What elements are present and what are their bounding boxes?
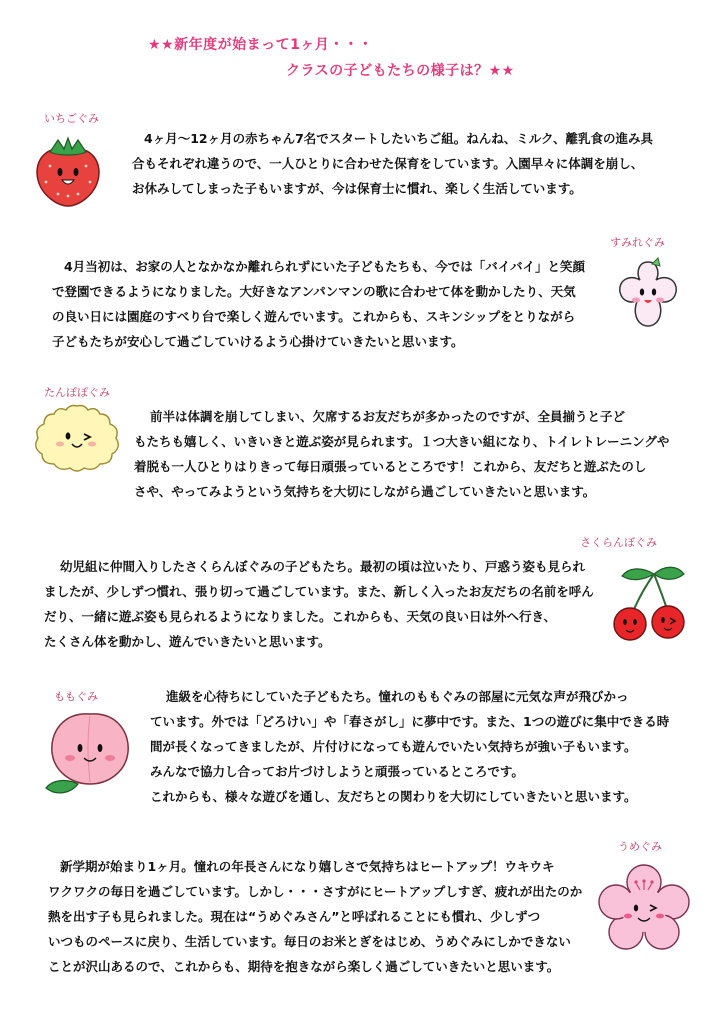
- violet-flower-icon: [612, 256, 684, 334]
- section-text-tanpopo: 前半は体調を崩してしまい、欠席するお友だちが多かったのですが、全員揃うと子ど もたちも嬉しく、いきいきと遊ぶ姿が見られます。１つ大きい組になり、トイレトレーニングや 着脱も一人ひとりはりきって毎日頑張っているところです！これから、友だちと遊ぶたのし さや、やってみようという気持ちを大切にしながら過ごしていきたいと思います。: [134, 409, 670, 499]
- newsletter-title-line1: ★★新年度が始まって1ヶ月・・・: [148, 37, 373, 53]
- section-text-ichigo: 4ヶ月〜12ヶ月の赤ちゃん7名でスタートしたいちご組。ねんね、ミルク、離乳食の進み具 合もそれぞれ違うので、一人ひとりに合わせた保育をしています。入園早々に体調を崩し、 お休みしてしまった子もいますが、今は保育士に慣れ、楽しく生活しています。: [132, 131, 654, 196]
- strawberry-icon: [28, 134, 108, 210]
- section-text-ume: 新学期が始まり1ヶ月。憧れの年長さんになり嬉しさで気持ちはヒートアップ！ウキウキ ワクワクの毎日を過ごしています。しかし・・・さすがにヒートアップしすぎ、疲れが出たのか 熱を出す子も見られました。現在は“うめぐみさん”と呼ばれることにも慣れ、少しずつ いつものペースに戻り、生活しています。毎日のお米とぎをはじめ、うめぐみにしかできない ことが沢山あるので、これからも、期待を抱きながら楽しく過ごしていきたいと思います。: [48, 859, 583, 974]
- section-label-sumire: すみれぐみ: [610, 236, 665, 249]
- plum-blossom-icon: [596, 862, 692, 950]
- cherry-icon: [610, 560, 690, 644]
- section-label-tanpopo: たんぽぽぐみ: [44, 386, 110, 399]
- section-text-sakuranbo: 幼児組に仲間入りしたさくらんぼぐみの子どもたち。最初の頃は泣いたり、戸惑う姿も見られ ましたが、少しずつ慣れ、張り切って過ごしています。また、新しく入ったお友だちの名前を呼ん だり、一緒に遊ぶ姿も見られるようになりました。これからも、天気の良い日は外へ行き、 たくさん体を動かし、遊んでいきたいと思います。: [44, 559, 594, 649]
- newsletter-title-line2: クラスの子どもたちの様子は？★★: [286, 63, 515, 79]
- section-label-ume: うめぐみ: [618, 840, 662, 853]
- section-text-sumire: 4月当初は、お家の人となかなか離れられずにいた子どもたちも、今では「バイバイ」と笑顔 で登園できるようになりました。大好きなアンパンマンの歌に合わせて体を動かしたり、天気 の良い日には園庭のすべり台で楽しく遊んでいます。これからも、スキンシップをとりながら 子どもたちが安心して過ごしていけるよう心掛けていきたいと思います。: [52, 259, 585, 349]
- section-label-sakuranbo: さくらんぼぐみ: [580, 536, 657, 549]
- peach-icon: [42, 706, 138, 798]
- section-label-ichigo: いちごぐみ: [44, 112, 99, 125]
- section-label-momo: ももぐみ: [54, 690, 98, 703]
- section-text-momo: 進級を心待ちにしていた子どもたち。憧れのももぐみの部屋に元気な声が飛びかっ ています。外では「どろけい」や「春さがし」に夢中です。また、1つの遊びに集中できる時 間が長くなってきましたが、片付けになっても遊んでいたい気持ちが強い子もいます。 みんなで協力し合ってお片づけしようと頑張っているところです。 これからも、様々な遊びを通し、友だちとの関わりを大切にしていきたいと思います。: [150, 689, 670, 804]
- dandelion-icon: [30, 402, 124, 472]
